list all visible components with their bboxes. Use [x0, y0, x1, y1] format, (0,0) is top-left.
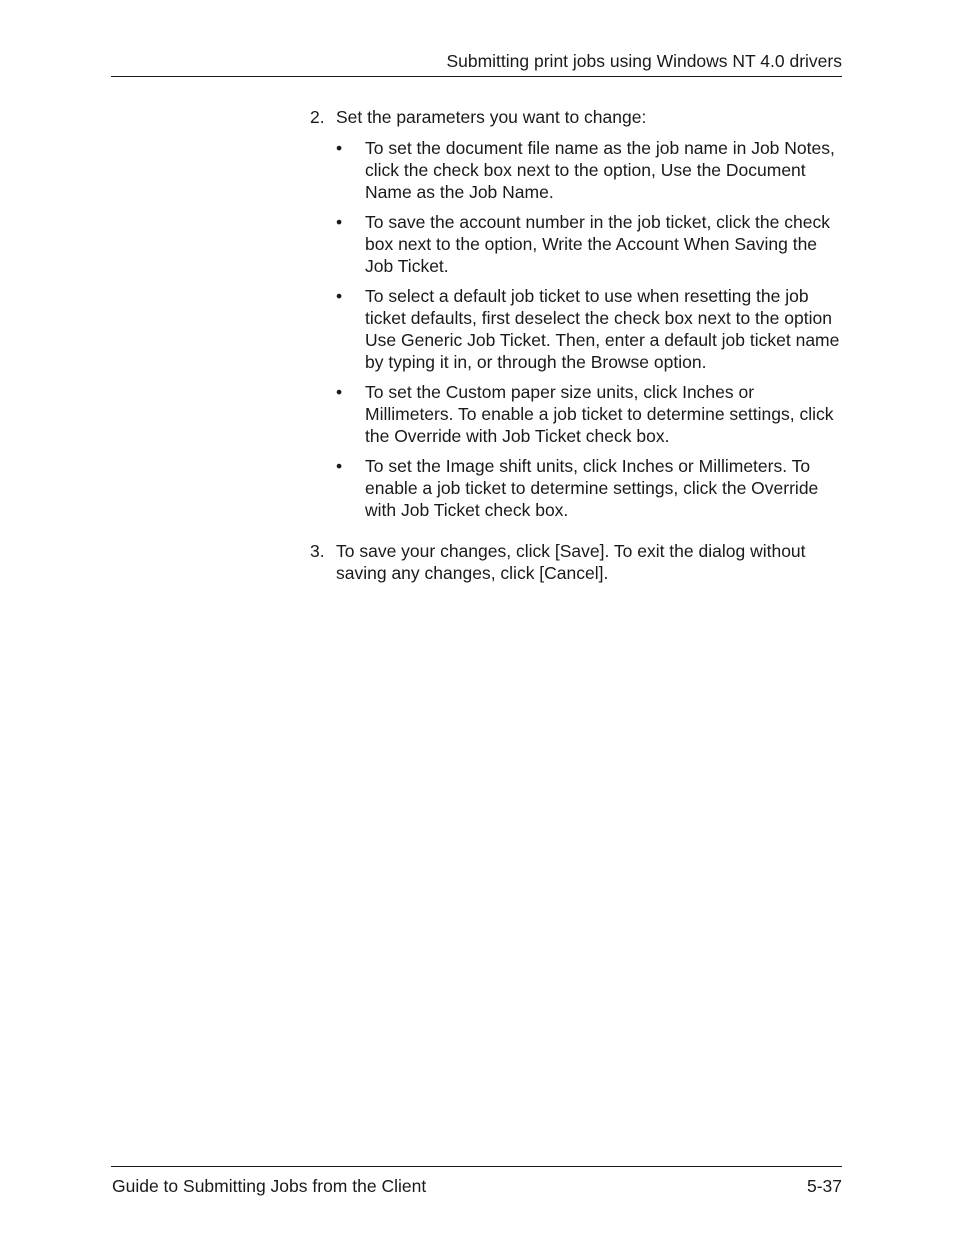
list-item — [336, 285, 846, 373]
list-item — [336, 137, 846, 203]
bullet-icon: • — [336, 286, 343, 306]
step-body — [336, 106, 846, 529]
step-text: To save your changes, click [Save]. To exit the dialog without saving any changes, click [Cancel]. — [336, 541, 806, 583]
list-item — [336, 381, 846, 447]
header-title: Submitting print jobs using Windows NT 4.0 drivers — [446, 51, 842, 71]
bullet-icon: • — [336, 456, 343, 476]
footer-divider — [111, 1166, 842, 1167]
bullet-icon: • — [336, 212, 343, 232]
bullet-text: To save the account number in the job ticket, click the check box next to the option, Write the Account When Saving the Job Ticket. — [365, 212, 830, 276]
page-number: 5-37 — [806, 1176, 842, 1196]
main-content — [310, 106, 846, 584]
step-number: 3. — [310, 541, 325, 561]
bullet-icon: • — [336, 382, 343, 402]
header-divider — [111, 76, 842, 77]
bullet-text: To set the Custom paper size units, click Inches or Millimeters. To enable a job ticket to determine settings, click the Override with Job Ticket check box. — [365, 382, 834, 446]
bullet-text: To set the document file name as the job name in Job Notes, click the check box next to the option, Use the Document Name as the Job Name. — [365, 138, 835, 202]
list-item — [336, 455, 846, 521]
step-2 — [310, 106, 846, 529]
bullet-list — [336, 137, 846, 521]
step-3 — [310, 540, 846, 584]
step-number: 2. — [310, 107, 325, 127]
bullet-icon: • — [336, 138, 343, 158]
bullet-text: To set the Image shift units, click Inches or Millimeters. To enable a job ticket to determine settings, click the Override with Job Ticket check box. — [365, 456, 819, 520]
footer-guide-title: Guide to Submitting Jobs from the Client — [112, 1176, 427, 1196]
list-item — [336, 211, 846, 277]
step-text: Set the parameters you want to change: — [336, 107, 647, 127]
bullet-text: To select a default job ticket to use when resetting the job ticket defaults, first deselect the check box next to the option Use Generic Job Ticket. Then, enter a default job ticket name by typing it in, or through the Browse option. — [365, 286, 840, 372]
